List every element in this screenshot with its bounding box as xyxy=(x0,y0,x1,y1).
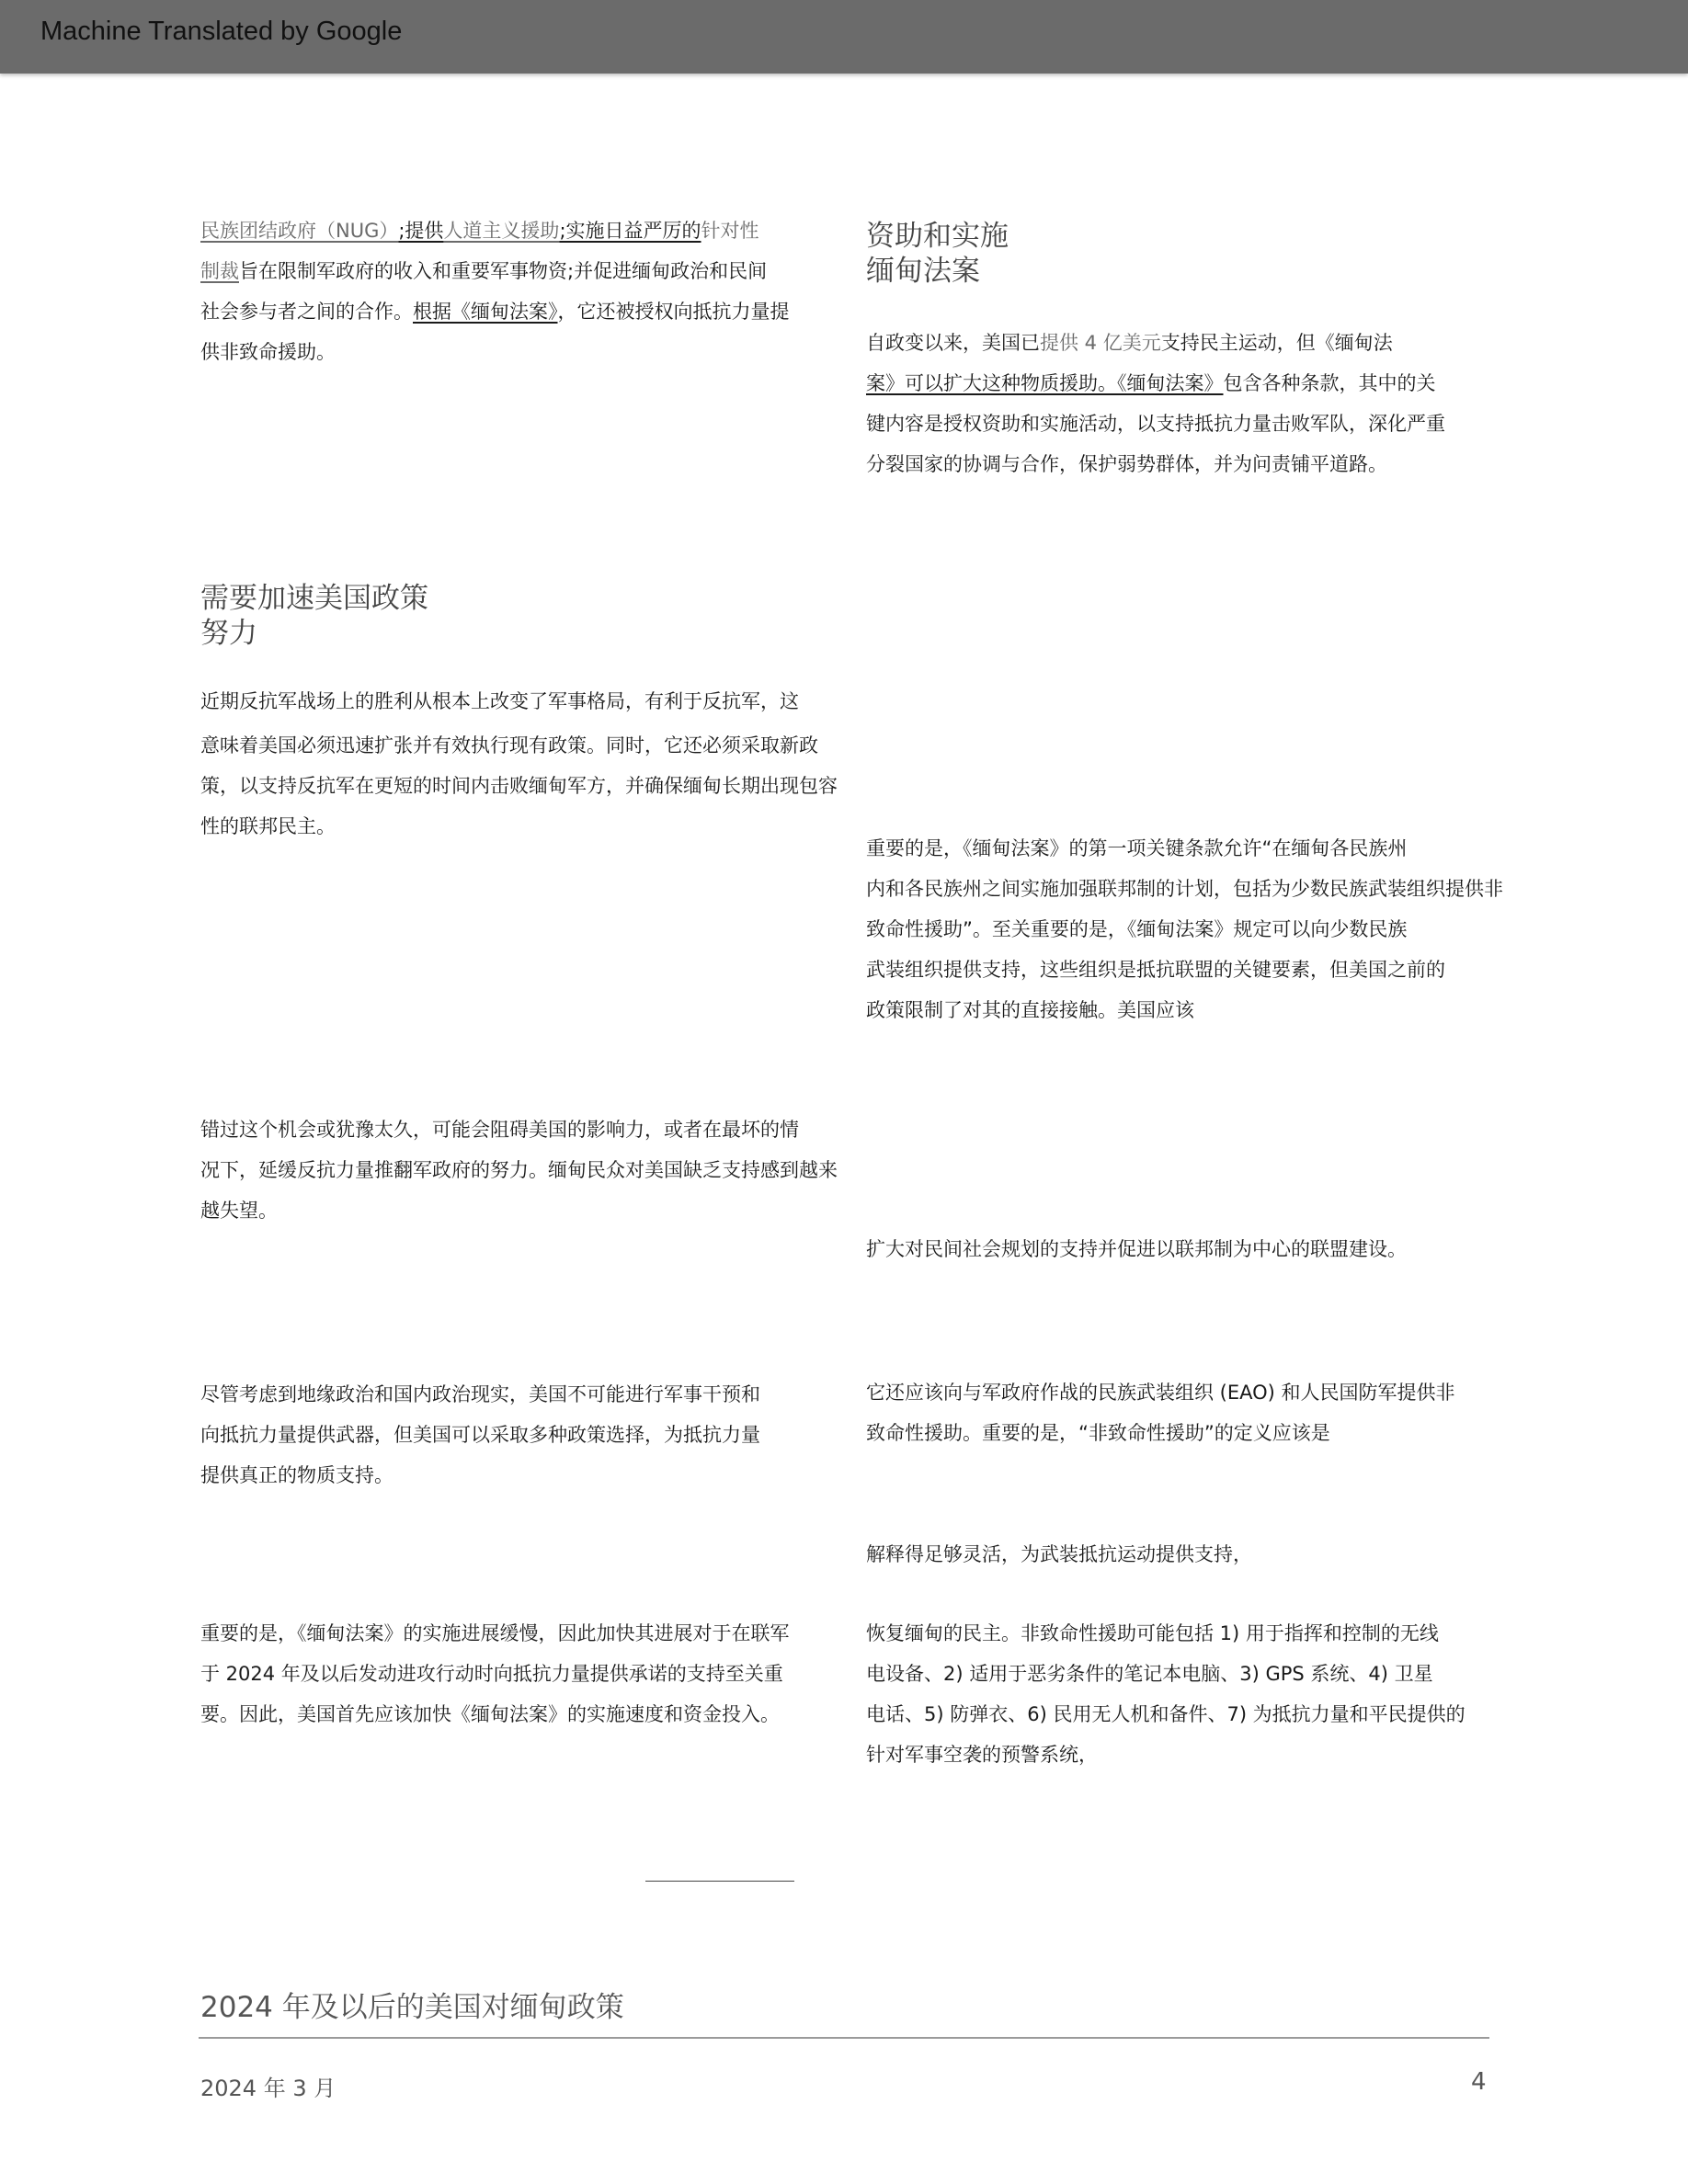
paragraph-line: 要。因此，美国首先应该加快《缅甸法案》的实施速度和资金投入。 xyxy=(200,1703,780,1725)
paragraph-line: 电话、5) 防弹衣、6) 民用无人机和备件、7) 为抵抗力量和平民提供的 xyxy=(866,1703,1466,1725)
paragraph-line xyxy=(200,217,759,245)
paragraph-line: 重要的是，《缅甸法案》的实施进展缓慢，因此加快其进展对于在联军 xyxy=(200,1622,790,1644)
paragraph-line: 扩大对民间社会规划的支持并促进以联邦制为中心的联盟建设。 xyxy=(866,1238,1407,1260)
heading-line: 需要加速美国政策 xyxy=(200,582,428,615)
heading-line: 缅甸法案 xyxy=(866,255,980,288)
text-run: 自政变以来，美国已 xyxy=(866,332,1040,354)
paragraph-line: 针对军事空袭的预警系统， xyxy=(866,1744,1098,1766)
paragraph-line: 尽管考虑到地缘政治和国内政治现实，美国不可能进行军事干预和 xyxy=(200,1383,760,1405)
footer-divider xyxy=(199,2037,1489,2039)
page-number: 4 xyxy=(1471,2068,1487,2096)
heading-line: 资助和实施 xyxy=(866,220,1009,253)
paragraph-line: 致命性援助。重要的是，“非致命性援助”的定义应该是 xyxy=(866,1422,1330,1444)
paragraph-line xyxy=(200,257,767,285)
paragraph-line: 政策限制了对其的直接接触。美国应该 xyxy=(866,999,1194,1021)
section-heading-funding-implementing xyxy=(866,219,1009,289)
paragraph-line: 致命性援助”。至关重要的是，《缅甸法案》规定可以向少数民族 xyxy=(866,918,1408,940)
footnote-divider xyxy=(645,1881,794,1882)
burma-act-aid-link[interactable]: 案》可以扩大这种物质援助。《缅甸法案》 xyxy=(866,372,1224,394)
burma-act-link[interactable]: 根据《缅甸法案》 xyxy=(413,301,558,323)
paragraph-line: 供非致命援助。 xyxy=(200,341,336,363)
paragraph-line: 性的联邦民主。 xyxy=(200,815,336,837)
text-run: ;实施日益严厉的 xyxy=(559,220,701,242)
paragraph-line: 电设备、2) 适用于恶劣条件的笔记本电脑、3) GPS 系统、4) 卫星 xyxy=(866,1663,1433,1685)
text-run: ，它还被授权向抵抗力量提 xyxy=(557,301,790,323)
footer-date: 2024 年 3 月 xyxy=(200,2076,336,2101)
paragraph-line: 向抵抗力量提供武器，但美国可以采取多种政策选择，为抵抗力量 xyxy=(200,1424,760,1446)
paragraph-line: 策，以支持反抗军在更短的时间内击败缅甸军方，并确保缅甸长期出现包容 xyxy=(200,775,838,797)
paragraph-line: 分裂国家的协调与合作，保护弱势群体，并为问责铺平道路。 xyxy=(866,453,1387,475)
paragraph-line: 提供真正的物质支持。 xyxy=(200,1464,393,1486)
paragraph-line xyxy=(866,329,1393,357)
paragraph-line: 错过这个机会或犹豫太久，可能会阻碍美国的影响力，或者在最坏的情 xyxy=(200,1119,799,1141)
text-run: ;提供 xyxy=(398,220,444,242)
text-run: 支持民主运动，但《缅甸法 xyxy=(1160,332,1393,354)
paragraph-line: 重要的是，《缅甸法案》的第一项关键条款允许“在缅甸各民族州 xyxy=(866,837,1408,859)
paragraph-line xyxy=(866,370,1436,397)
paragraph-line: 越失望。 xyxy=(200,1200,278,1222)
text-run: 旨在限制军政府的收入和重要军事物资;并促进缅甸政治和民间 xyxy=(239,260,768,282)
banner-text: Machine Translated by Google xyxy=(40,17,403,46)
humanitarian-aid-link[interactable]: 人道主义援助 xyxy=(443,220,560,242)
text-run: 社会参与者之间的合作。 xyxy=(200,301,413,323)
paragraph-line: 近期反抗军战场上的胜利从根本上改变了军事格局，有利于反抗军，这 xyxy=(200,690,799,712)
paragraph-line: 武装组织提供支持，这些组织是抵抗联盟的关键要素，但美国之前的 xyxy=(866,959,1445,981)
sanctions-link[interactable]: 制裁 xyxy=(200,260,239,282)
paragraph-line xyxy=(200,298,790,325)
text-run: 针对性 xyxy=(701,220,759,242)
paragraph-line: 况下，延缓反抗力量推翻军政府的努力。缅甸民众对美国缺乏支持感到越来 xyxy=(200,1159,838,1181)
nug-link[interactable]: 民族团结政府（NUG） xyxy=(200,220,399,242)
translation-banner xyxy=(0,0,1688,74)
paragraph-line: 内和各民族州之间实施加强联邦制的计划，包括为少数民族武装组织提供非 xyxy=(866,878,1503,900)
heading-line: 努力 xyxy=(200,617,257,650)
text-run: 包含各种条款，其中的关 xyxy=(1223,372,1436,394)
paragraph-line: 意味着美国必须迅速扩张并有效执行现有政策。同时，它还必须采取新政 xyxy=(200,734,818,756)
paragraph-line: 于 2024 年及以后发动进攻行动时向抵抗力量提供承诺的支持至关重 xyxy=(200,1663,783,1685)
funding-amount-link[interactable]: 提供 4 亿美元 xyxy=(1040,332,1161,354)
paragraph-line: 恢复缅甸的民主。非致命性援助可能包括 1) 用于指挥和控制的无线 xyxy=(866,1622,1439,1644)
paragraph-line: 它还应该向与军政府作战的民族武装组织 (EAO) 和人民国防军提供非 xyxy=(866,1382,1455,1404)
paragraph-line: 键内容是授权资助和实施活动，以支持抵抗力量击败军队，深化严重 xyxy=(866,413,1445,435)
footer-title: 2024 年及以后的美国对缅甸政策 xyxy=(200,1991,624,2024)
paragraph-line: 解释得足够灵活，为武装抵抗运动提供支持， xyxy=(866,1543,1252,1565)
section-heading-accelerate-policy xyxy=(200,581,428,651)
